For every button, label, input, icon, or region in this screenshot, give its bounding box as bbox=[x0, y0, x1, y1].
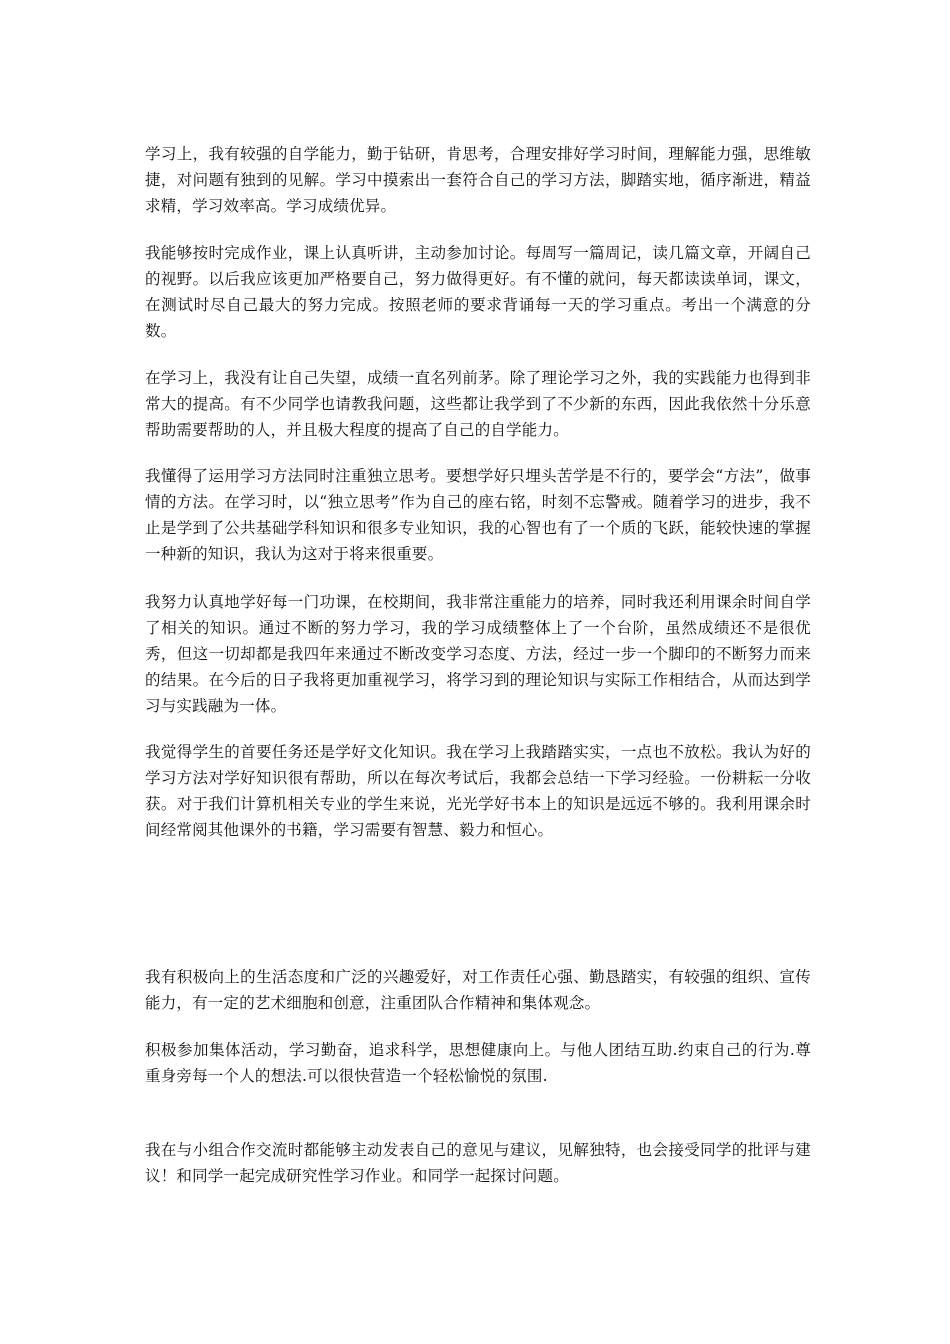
paragraph-1: 学习上，我有较强的自学能力，勤于钻研，肯思考，合理安排好学习时间，理解能力强，思维敏捷，对问题有独到的见解。学习中摸索出一套符合自己的学习方法，脚踏实地，循序渐进，精益求精，学习效率高。学习成绩优异。 bbox=[145, 145, 811, 215]
paragraph-4: 我懂得了运用学习方法同时注重独立思考。要想学好只埋头苦学是不行的，要学会“方法”，做事情的方法。在学习时，以“独立思考”作为自己的座右铭，时刻不忘警戒。随着学习的进步，我不止是学到了公共基础学科知识和很多专业知识，我的心智也有了一个质的飞跃，能较快速的掌握一种新的知识，我认为这对于将来很重要。 bbox=[145, 467, 811, 563]
paragraph-5: 我努力认真地学好每一门功课，在校期间，我非常注重能力的培养，同时我还利用课余时间自学了相关的知识。通过不断的努力学习，我的学习成绩整体上了一个台阶，虽然成绩还不是很优秀，但这一切却都是我四年来通过不断改变学习态度、方法，经过一步一个脚印的不断努力而来的结果。在今后的日子我将更加重视学习，将学习到的理论知识与实际工作相结合，从而达到学习与实践融为一体。 bbox=[145, 593, 811, 715]
paragraph-6: 我觉得学生的首要任务还是学好文化知识。我在学习上我踏踏实实，一点也不放松。我认为好的学习方法对学好知识很有帮助，所以在每次考试后，我都会总结一下学习经验。一份耕耘一分收获。对于我们计算机相关专业的学生来说，光光学好书本上的知识是远远不够的。我利用课余时间经常阅其他课外的书籍，学习需要有智慧、毅力和恒心。 bbox=[145, 743, 811, 839]
paragraph-3: 在学习上，我没有让自己失望，成绩一直名列前茅。除了理论学习之外，我的实践能力也得到非常大的提高。有不少同学也请教我问题，这些都让我学到了不少新的东西，因此我依然十分乐意帮助需要帮助的人，并且极大程度的提高了自己的自学能力。 bbox=[145, 369, 811, 439]
paragraph-7: 我有积极向上的生活态度和广泛的兴趣爱好，对工作责任心强、勤恳踏实，有较强的组织、宣传能力，有一定的艺术细胞和创意，注重团队合作精神和集体观念。 bbox=[145, 968, 811, 1012]
paragraph-9: 我在与小组合作交流时都能够主动发表自己的意见与建议，见解独特，也会接受同学的批评与建议！和同学一起完成研究性学习作业。和同学一起探讨问题。 bbox=[145, 1141, 811, 1185]
paragraph-2: 我能够按时完成作业，课上认真听讲，主动参加讨论。每周写一篇周记，读几篇文章，开阔自己的视野。以后我应该更加严格要自己，努力做得更好。有不懂的就问，每天都读读单词，课文，在测试时尽自己最大的努力完成。按照老师的要求背诵每一天的学习重点。考出一个满意的分数。 bbox=[145, 244, 811, 340]
paragraph-8: 积极参加集体活动，学习勤奋，追求科学，思想健康向上。与他人团结互助.约束自己的行为.尊重身旁每一个人的想法.可以很快营造一个轻松愉悦的氛围. bbox=[145, 1041, 811, 1085]
